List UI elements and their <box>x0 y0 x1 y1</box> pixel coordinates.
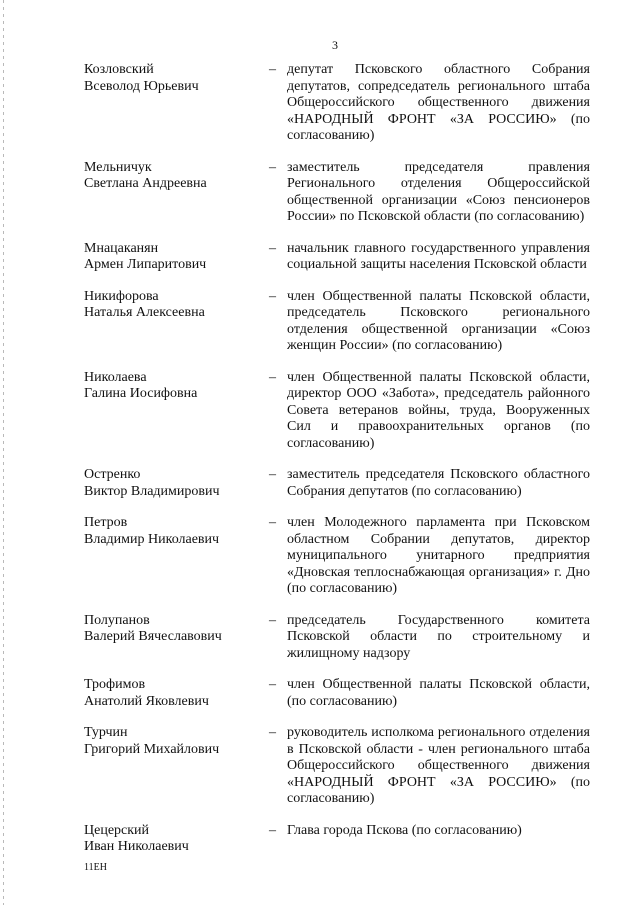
entry-dash: – <box>269 369 276 385</box>
member-surname: Козловский <box>84 62 154 77</box>
member-given-names: Всеволод Юрьевич <box>84 78 199 94</box>
member-given-names: Наталья Алексеевна <box>84 305 205 320</box>
member-role: член Общественной палаты Псковской области, (по согласованию) <box>287 677 590 709</box>
entry-dash: – <box>269 467 276 482</box>
member-given-names: Иван Николаевич <box>84 839 189 854</box>
member-entry <box>0 613 640 663</box>
member-name <box>84 613 259 646</box>
member-surname: Мнацаканян <box>84 240 159 256</box>
member-name <box>84 160 259 193</box>
member-surname: Мельничук <box>84 159 152 175</box>
entry-dash: – <box>269 240 276 256</box>
member-name <box>84 241 259 274</box>
member-list <box>0 62 640 854</box>
member-entry <box>0 289 640 355</box>
entry-dash: – <box>269 159 276 175</box>
member-entry <box>0 62 640 145</box>
member-given-names: Владимир Николаевич <box>84 531 220 547</box>
member-entry <box>0 822 640 854</box>
member-entry <box>0 241 640 274</box>
member-name <box>84 515 259 548</box>
member-entry <box>0 515 640 598</box>
member-entry <box>0 160 640 226</box>
member-surname: Остренко <box>84 467 141 482</box>
member-given-names: Григорий Михайлович <box>84 741 220 757</box>
entry-dash: – <box>269 677 276 692</box>
member-surname: Цецерский <box>84 822 150 838</box>
member-entry <box>0 467 640 500</box>
member-surname: Трофимов <box>84 677 146 692</box>
member-surname: Турчин <box>84 725 128 740</box>
member-given-names: Анатолий Яковлевич <box>84 693 209 709</box>
member-role: депутат Псковского областного Собрания депутатов, сопредседатель регионального штаба Общероссийского общественного движения «НАРОДНЫЙ ФРОНТ «ЗА РОССИЮ» (по согласованию) <box>287 62 590 143</box>
member-surname: Полупанов <box>84 612 150 628</box>
member-role: руководитель исполкома регионального отделения в Псковской области - член регионального штаба Общероссийского общественного движения «НАРОДНЫЙ ФРОНТ «ЗА РОССИЮ» (по согласованию) <box>287 725 590 806</box>
page-number: 3 <box>332 38 338 52</box>
member-entry <box>0 725 640 808</box>
member-entry <box>0 370 640 453</box>
member-surname: Петров <box>84 515 128 530</box>
member-name <box>84 289 259 322</box>
entry-dash: – <box>269 725 276 740</box>
member-entry <box>0 677 640 710</box>
member-name <box>84 467 259 500</box>
entry-dash: – <box>269 62 276 77</box>
member-role: Глава города Пскова (по согласованию) <box>287 822 522 838</box>
member-name <box>84 725 259 758</box>
member-role: заместитель председателя правления Регионального отделения Общероссийской общественной организации «Союз пенсионеров России» по Псковской области (по согласованию) <box>287 159 590 224</box>
member-surname: Николаева <box>84 369 147 385</box>
member-given-names: Валерий Вячеславович <box>84 629 222 644</box>
member-given-names: Виктор Владимирович <box>84 483 220 499</box>
member-given-names: Армен Липаритович <box>84 257 207 272</box>
member-name <box>84 823 259 856</box>
entry-dash: – <box>269 288 276 304</box>
member-role: член Общественной палаты Псковской области, председатель Псковского регионального отделения общественной организации «Союз женщин России» (по согласованию) <box>287 288 590 353</box>
document-code: 11ЕН <box>84 862 107 873</box>
entry-dash: – <box>269 612 276 628</box>
member-name <box>84 677 259 710</box>
member-role: председатель Государственного комитета Псковской области по строительному и жилищному надзору <box>287 612 590 661</box>
member-role: член Общественной палаты Псковской области, директор ООО «Забота», председатель районного Совета ветеранов войны, труда, Вооруженных Сил и правоохранительных органов (по согласованию) <box>287 369 590 451</box>
entry-dash: – <box>269 822 276 838</box>
member-role: заместитель председателя Псковского областного Собрания депутатов (по согласованию) <box>287 467 590 499</box>
entry-dash: – <box>269 515 276 530</box>
member-given-names: Светлана Андреевна <box>84 176 207 191</box>
member-given-names: Галина Иосифовна <box>84 386 198 401</box>
member-role: начальник главного государственного управления социальной защиты населения Псковской области <box>287 240 590 272</box>
member-surname: Никифорова <box>84 288 159 304</box>
member-name <box>84 62 259 95</box>
member-name <box>84 370 259 403</box>
member-role: член Молодежного парламента при Псковском областном Собрании депутатов, директор муниципального унитарного предприятия «Дновская теплоснабжающая организация» г. Дно (по согласованию) <box>287 515 590 596</box>
